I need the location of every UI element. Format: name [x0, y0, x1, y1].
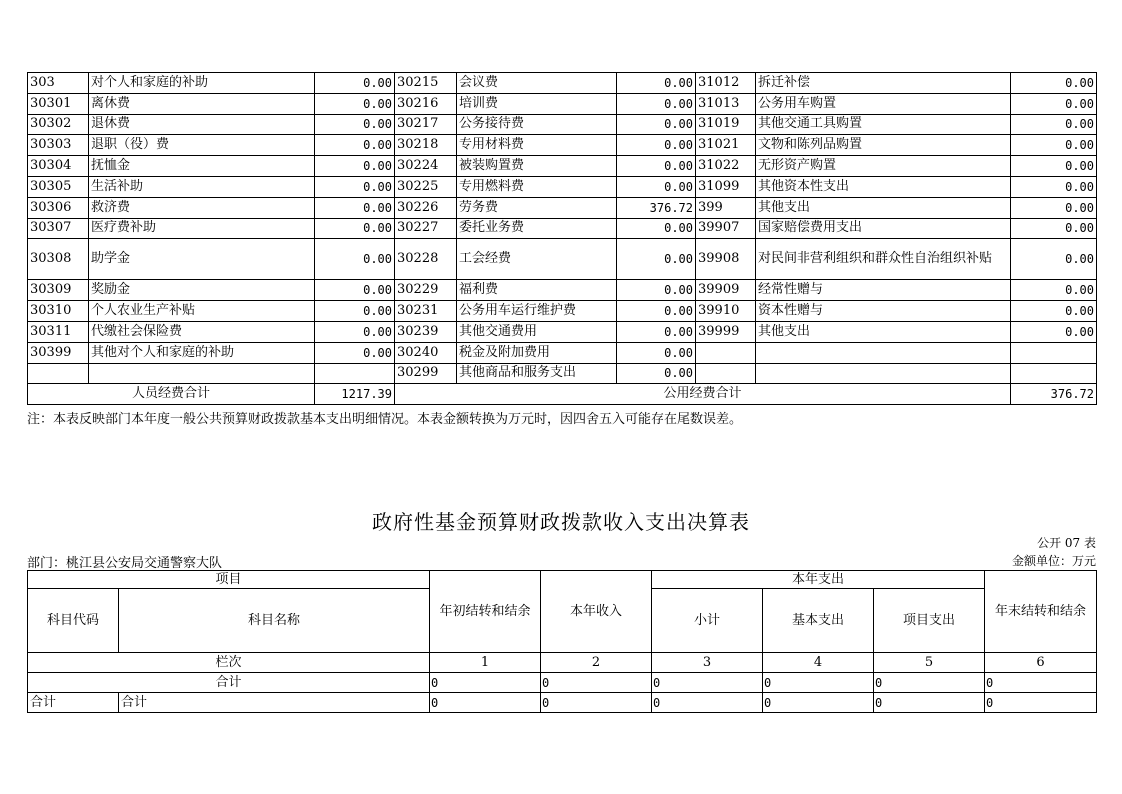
expense-name: 个人农业生产补贴 [89, 301, 315, 322]
expense-code: 30304 [28, 156, 89, 177]
expense-name: 无形资产购置 [756, 156, 1011, 177]
expense-row [28, 363, 1097, 384]
expense-row [28, 342, 1097, 363]
expense-code: 30224 [395, 156, 457, 177]
expense-amount: 0.00 [617, 239, 696, 280]
expense-code: 30215 [395, 73, 457, 94]
total-value: 0 [985, 673, 1097, 693]
expense-name: 退休费 [89, 114, 315, 135]
expense-name: 公务接待费 [457, 114, 617, 135]
expense-name: 税金及附加费用 [457, 342, 617, 363]
expense-name: 其他商品和服务支出 [457, 363, 617, 384]
expense-code: 30309 [28, 280, 89, 301]
expense-amount: 0.00 [1011, 135, 1097, 156]
expense-amount: 0.00 [1011, 176, 1097, 197]
header-income: 本年收入 [541, 571, 652, 653]
expense-name: 会议费 [457, 73, 617, 94]
expense-code: 30216 [395, 93, 457, 114]
expense-code: 30399 [28, 342, 89, 363]
expense-name [756, 363, 1011, 384]
expense-row [28, 239, 1097, 280]
expense-code: 30227 [395, 218, 457, 239]
expense-code: 30311 [28, 321, 89, 342]
expense-name: 其他支出 [756, 197, 1011, 218]
total-row [28, 673, 1097, 693]
expense-row [28, 176, 1097, 197]
expense-name: 经常性赠与 [756, 280, 1011, 301]
expense-code: 30307 [28, 218, 89, 239]
expense-amount: 0.00 [315, 342, 395, 363]
expense-amount: 376.72 [617, 197, 696, 218]
expense-name [756, 342, 1011, 363]
total-value: 0 [874, 673, 985, 693]
expense-amount: 0.00 [617, 218, 696, 239]
header-name: 科目名称 [119, 589, 430, 653]
expense-name: 对民间非营利组织和群众性自治组织补贴 [756, 239, 1011, 280]
expense-code: 31021 [696, 135, 756, 156]
total-value: 0 [763, 673, 874, 693]
expense-amount: 0.00 [315, 156, 395, 177]
expense-name: 工会经费 [457, 239, 617, 280]
expense-code: 30240 [395, 342, 457, 363]
department-label: 部门：桃江县公安局交通警察大队 [27, 556, 223, 571]
col-num: 1 [430, 653, 541, 673]
expense-code: 30306 [28, 197, 89, 218]
expense-name: 福利费 [457, 280, 617, 301]
expense-name: 助学金 [89, 239, 315, 280]
expense-code: 30308 [28, 239, 89, 280]
expense-code: 31013 [696, 93, 756, 114]
expense-amount: 0.00 [617, 93, 696, 114]
expense-name: 拆迁补偿 [756, 73, 1011, 94]
detail-value: 0 [874, 693, 985, 713]
col-num: 5 [874, 653, 985, 673]
detail-value: 0 [541, 693, 652, 713]
fund-table [27, 570, 1097, 713]
expense-name: 专用燃料费 [457, 176, 617, 197]
expense-code [28, 363, 89, 384]
expense-name: 其他对个人和家庭的补助 [89, 342, 315, 363]
expense-code: 31099 [696, 176, 756, 197]
expense-amount: 0.00 [617, 114, 696, 135]
expense-name: 医疗费补助 [89, 218, 315, 239]
expense-amount: 0.00 [315, 197, 395, 218]
expense-row [28, 218, 1097, 239]
expense-code: 30301 [28, 93, 89, 114]
expense-name: 对个人和家庭的补助 [89, 73, 315, 94]
expense-amount: 0.00 [315, 93, 395, 114]
detail-row [28, 693, 1097, 713]
col-num: 3 [652, 653, 763, 673]
header-item: 项目 [28, 571, 430, 589]
col-label: 栏次 [28, 653, 430, 673]
expense-amount: 0.00 [315, 239, 395, 280]
expense-code: 31012 [696, 73, 756, 94]
expense-code: 39908 [696, 239, 756, 280]
expense-name: 其他交通费用 [457, 321, 617, 342]
expense-code [696, 363, 756, 384]
expense-amount: 0.00 [617, 342, 696, 363]
expense-code: 39907 [696, 218, 756, 239]
expense-amount: 0.00 [617, 156, 696, 177]
expense-amount: 0.00 [617, 280, 696, 301]
expense-amount: 0.00 [1011, 114, 1097, 135]
expense-code: 30239 [395, 321, 457, 342]
expense-name: 被装购置费 [457, 156, 617, 177]
detail-value: 0 [985, 693, 1097, 713]
expense-amount: 0.00 [617, 176, 696, 197]
expense-amount: 0.00 [1011, 197, 1097, 218]
personnel-total-label: 人员经费合计 [28, 384, 315, 405]
expense-code: 39910 [696, 301, 756, 322]
expense-amount: 0.00 [315, 321, 395, 342]
expense-amount: 0.00 [1011, 321, 1097, 342]
col-num: 6 [985, 653, 1097, 673]
expense-amount [1011, 363, 1097, 384]
expense-name: 资本性赠与 [756, 301, 1011, 322]
expense-amount: 0.00 [1011, 93, 1097, 114]
expense-amount: 0.00 [617, 73, 696, 94]
expense-name: 离休费 [89, 93, 315, 114]
expense-amount: 0.00 [315, 73, 395, 94]
table-note: 注：本表反映部门本年度一般公共预算财政拨款基本支出明细情况。本表金额转换为万元时，因四舍五入可能存在尾数误差。 [27, 412, 743, 427]
expense-amount: 0.00 [617, 135, 696, 156]
basic-expense-table [27, 72, 1097, 405]
expense-row [28, 135, 1097, 156]
expense-amount: 0.00 [1011, 301, 1097, 322]
total-label: 合计 [28, 673, 430, 693]
expense-amount: 0.00 [315, 218, 395, 239]
header-subtotal: 小计 [652, 589, 763, 653]
public-total-label: 公用经费合计 [395, 384, 1011, 405]
expense-row [28, 73, 1097, 94]
detail-value: 0 [763, 693, 874, 713]
total-value: 0 [541, 673, 652, 693]
expense-row [28, 114, 1097, 135]
expense-amount [315, 363, 395, 384]
expense-amount: 0.00 [1011, 156, 1097, 177]
expense-name: 救济费 [89, 197, 315, 218]
expense-amount: 0.00 [315, 114, 395, 135]
expense-code: 30217 [395, 114, 457, 135]
expense-row [28, 93, 1097, 114]
expense-amount: 0.00 [617, 363, 696, 384]
expense-amount: 0.00 [1011, 239, 1097, 280]
amount-unit: 金额单位：万元 [1011, 554, 1096, 568]
expense-code: 303 [28, 73, 89, 94]
expense-name: 退职（役）费 [89, 135, 315, 156]
expense-name: 委托业务费 [457, 218, 617, 239]
expense-code: 399 [696, 197, 756, 218]
expense-code: 30302 [28, 114, 89, 135]
expense-amount: 0.00 [617, 301, 696, 322]
expense-code: 30299 [395, 363, 457, 384]
expense-name: 其他资本性支出 [756, 176, 1011, 197]
expense-amount: 0.00 [1011, 280, 1097, 301]
expense-code: 30228 [395, 239, 457, 280]
expense-name: 其他支出 [756, 321, 1011, 342]
detail-code: 合计 [28, 693, 119, 713]
detail-name: 合计 [119, 693, 430, 713]
expense-amount: 0.00 [315, 176, 395, 197]
expense-amount: 0.00 [315, 301, 395, 322]
expense-amount: 0.00 [1011, 218, 1097, 239]
expense-code: 30231 [395, 301, 457, 322]
expense-code: 31019 [696, 114, 756, 135]
expense-code: 30303 [28, 135, 89, 156]
col-num: 2 [541, 653, 652, 673]
header-carry-end: 年末结转和结余 [985, 571, 1097, 653]
expense-amount: 0.00 [315, 280, 395, 301]
expense-code: 39999 [696, 321, 756, 342]
expense-name: 奖励金 [89, 280, 315, 301]
expense-name: 劳务费 [457, 197, 617, 218]
expense-code: 30310 [28, 301, 89, 322]
expense-row [28, 156, 1097, 177]
form-number: 公开 07 表 [1037, 536, 1096, 550]
expense-code [696, 342, 756, 363]
basic-expense-body [28, 73, 1097, 384]
total-value: 0 [430, 673, 541, 693]
expense-name: 专用材料费 [457, 135, 617, 156]
col-num: 4 [763, 653, 874, 673]
expense-code: 30218 [395, 135, 457, 156]
total-value: 0 [652, 673, 763, 693]
header-carry-begin: 年初结转和结余 [430, 571, 541, 653]
expense-code: 30225 [395, 176, 457, 197]
expense-name: 代缴社会保险费 [89, 321, 315, 342]
expense-name: 其他交通工具购置 [756, 114, 1011, 135]
header-basic: 基本支出 [763, 589, 874, 653]
header-code: 科目代码 [28, 589, 119, 653]
expense-amount: 0.00 [617, 321, 696, 342]
expense-name: 生活补助 [89, 176, 315, 197]
expense-amount: 0.00 [1011, 73, 1097, 94]
expense-row [28, 301, 1097, 322]
expense-amount [1011, 342, 1097, 363]
expense-row [28, 321, 1097, 342]
expense-code: 30305 [28, 176, 89, 197]
public-total-value: 376.72 [1011, 384, 1097, 405]
expense-row [28, 280, 1097, 301]
expense-name [89, 363, 315, 384]
expense-row [28, 197, 1097, 218]
expense-amount: 0.00 [315, 135, 395, 156]
header-project: 项目支出 [874, 589, 985, 653]
totals-row [28, 384, 1097, 405]
expense-name: 国家赔偿费用支出 [756, 218, 1011, 239]
expense-code: 30226 [395, 197, 457, 218]
expense-name: 培训费 [457, 93, 617, 114]
expense-name: 公务用车购置 [756, 93, 1011, 114]
expense-code: 39909 [696, 280, 756, 301]
column-number-row [28, 653, 1097, 673]
expense-code: 30229 [395, 280, 457, 301]
expense-name: 抚恤金 [89, 156, 315, 177]
personnel-total-value: 1217.39 [315, 384, 395, 405]
fund-table-title: 政府性基金预算财政拨款收入支出决算表 [372, 510, 750, 534]
expense-code: 31022 [696, 156, 756, 177]
header-expense: 本年支出 [652, 571, 985, 589]
detail-value: 0 [652, 693, 763, 713]
expense-name: 公务用车运行维护费 [457, 301, 617, 322]
expense-name: 文物和陈列品购置 [756, 135, 1011, 156]
detail-value: 0 [430, 693, 541, 713]
